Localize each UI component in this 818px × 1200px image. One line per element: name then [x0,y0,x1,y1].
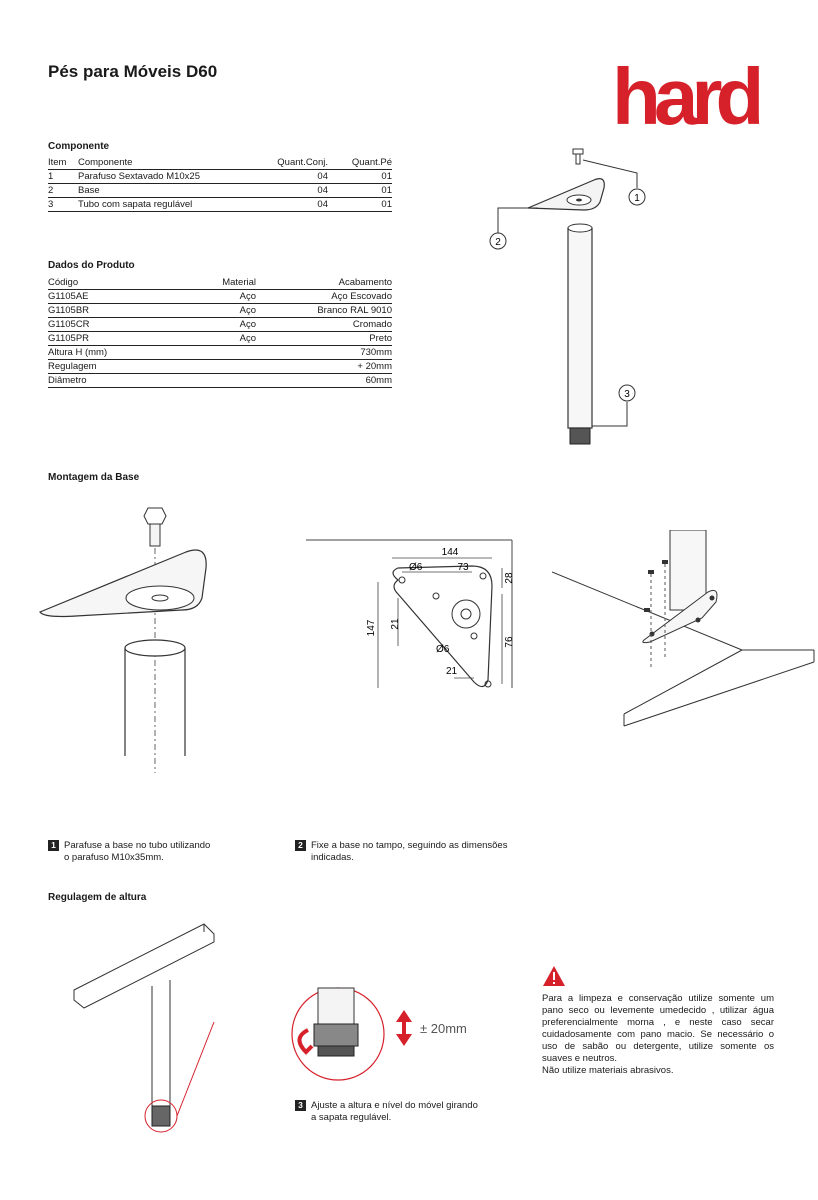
svg-text:1: 1 [634,193,640,204]
hard-logo [612,56,780,136]
cell: Parafuso Sextavado M10x25 [78,170,248,184]
warning-triangle-icon [542,965,566,987]
adjustable-foot-icon [152,1106,170,1126]
col-componente: Componente [78,156,248,170]
step1-text-b: o parafuso M10x35mm. [64,852,164,863]
spec-label: Diâmetro [48,374,256,388]
svg-text:28: 28 [504,572,515,584]
dados-table [48,276,392,388]
spec-value: + 20mm [256,360,392,374]
cell: Branco RAL 9010 [256,304,392,318]
table-row [48,198,392,212]
cell: G1105PR [48,332,168,346]
cell: 01 [328,170,392,184]
step2-text-a: Fixe a base no tampo, seguindo as dimensões [311,840,508,851]
assembly-step1-drawing [36,498,226,788]
warning-text-2: Não utilize materiais abrasivos. [542,1065,674,1076]
col-material: Material [168,276,256,290]
dimension-drawing [306,538,536,698]
cell: 04 [248,184,328,198]
svg-text:21: 21 [390,618,401,630]
cell: Aço [168,332,256,346]
foot-icon [570,428,590,444]
step3-text-a: Ajuste a altura e nível do móvel girando [311,1100,478,1111]
col-item: Item [48,156,78,170]
table-header-row [48,276,392,290]
table-row [48,318,392,332]
cell: 04 [248,170,328,184]
col-quant-pe: Quant.Pé [328,156,392,170]
svg-text:147: 147 [366,619,377,637]
warning-text: Para a limpeza e conservação utilize somente um pano seco ou levemente umedecido , utilizar água preferencialmente morna , e neste caso secar cuidadosamente com pano macio. Se necessário o uso de sabão ou detergente, utilize somente os suaves e neutros. [542,993,774,1064]
spec-value: 60mm [256,374,392,388]
cell: 3 [48,198,78,212]
up-down-arrow-icon [396,1010,412,1046]
cell: 01 [328,198,392,212]
svg-text:76: 76 [504,636,515,648]
tabletop-icon [74,924,214,1008]
cell: Preto [256,332,392,346]
spec-row [48,360,392,374]
cleaning-warning [542,993,774,1077]
svg-text:144: 144 [441,547,459,558]
svg-text:2: 2 [495,237,501,248]
step2-text-b: indicadas. [311,852,354,863]
exploded-view-drawing [480,140,670,470]
svg-text:hard: hard [612,56,758,136]
tube-top-icon [125,640,185,656]
spec-label: Regulagem [48,360,256,374]
svg-text:73: 73 [457,562,469,573]
spec-label: Altura H (mm) [48,346,256,360]
step2-number: 2 [295,840,306,851]
hex-bolt-icon [144,508,166,546]
cell: Tubo com sapata regulável [78,198,248,212]
montagem-heading: Montagem da Base [48,472,140,483]
col-acabamento: Acabamento [256,276,392,290]
cell: Base [78,184,248,198]
svg-text:Ø6: Ø6 [409,562,423,573]
spec-row [48,374,392,388]
step3-number: 3 [295,1100,306,1111]
step1-text-a: Parafuse a base no tubo utilizando [64,840,211,851]
regulagem-heading: Regulagem de altura [48,892,147,903]
svg-text:21: 21 [446,666,458,677]
dados-heading: Dados do Produto [48,260,135,271]
tube-icon [568,228,592,428]
step1-number: 1 [48,840,59,851]
cell: 2 [48,184,78,198]
componentes-heading: Componente [48,141,110,152]
screw-icon [573,149,583,164]
cell: Aço [168,290,256,304]
cell: Aço [168,304,256,318]
base-plate-outline [393,566,492,687]
screw-icon [644,560,668,612]
base-plate-icon [528,179,604,210]
cell: G1105BR [48,304,168,318]
step2-instruction [295,840,507,864]
cell: Cromado [256,318,392,332]
table-header-row [48,156,392,170]
table-row [48,170,392,184]
cell: 04 [248,198,328,212]
step3-instruction [295,1100,478,1124]
cell: Aço Escovado [256,290,392,304]
componentes-table [48,156,392,212]
step3-text-b: a sapata regulável. [311,1112,392,1123]
leg-icon [152,980,170,1106]
table-row [48,332,392,346]
table-row [48,184,392,198]
svg-text:± 20mm: ± 20mm [420,1021,467,1036]
svg-text:3: 3 [624,389,630,400]
table-row [48,290,392,304]
step1-instruction [48,840,210,864]
col-codigo: Código [48,276,168,290]
tabletop-mount-drawing [552,530,818,730]
cell: 01 [328,184,392,198]
col-quant-conj: Quant.Conj. [248,156,328,170]
cell: G1105AE [48,290,168,304]
spec-value: 730mm [256,346,392,360]
page-title: Pés para Móveis D60 [48,62,218,81]
cell: Aço [168,318,256,332]
table-row [48,304,392,318]
cell: G1105CR [48,318,168,332]
svg-text:Ø6: Ø6 [436,644,450,655]
cell: 1 [48,170,78,184]
spec-row [48,346,392,360]
